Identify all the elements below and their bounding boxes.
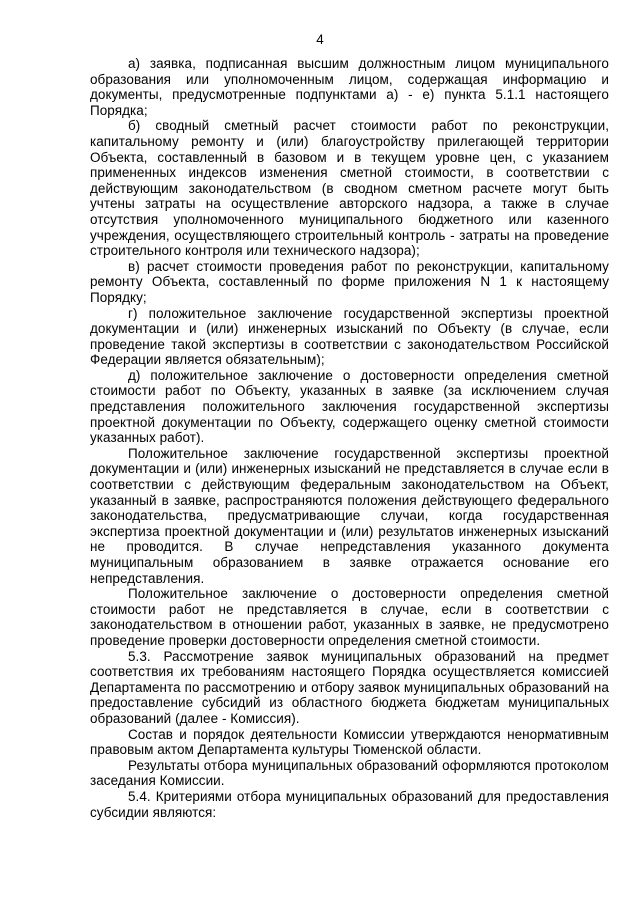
paragraph-b-cost-estimate: б) сводный сметный расчет стоимости работ по реконструкции, капитальному ремонту и (или) благоустройству прилегающей территории Объекта, составленный в базовом и в текущем уровне цен, с указанием примененных индексов изменения сметной стоимости, в соответствии с действующим законодательством (в сводном сметном расчете могут быть учтены затраты на осуществление авторского надзора, а также в случае отсутствия уполномоченного муниципального бюджетного или казенного учреждения, осуществляющего строительный контроль - затраты на проведение строительного контроля или технического надзора); xyxy=(90,118,609,259)
paragraph-v-cost-calculation: в) расчет стоимости проведения работ по реконструкции, капитальному ремонту Объекта, составленный по форме приложения N 1 к настоящему Порядку; xyxy=(90,258,609,305)
paragraph-expertise-exception: Положительное заключение государственной экспертизы проектной документации и (или) инженерных изысканий не представляется в случае если в соответствии с действующим федеральным законодательством на Объект, указанный в заявке, распространяются положения действующего федерального законодательства, предусматривающие случаи, когда государственная экспертиза проектной документации и (или) результатов инженерных изысканий не проводится. В случае непредставления указанного документа муниципальным образованием в заявке отражается основание его непредставления. xyxy=(90,445,609,586)
page-number: 4 xyxy=(316,32,324,47)
paragraph-selection-results: Результаты отбора муниципальных образований оформляются протоколом заседания Комиссии. xyxy=(90,757,609,789)
document-body xyxy=(90,56,609,820)
paragraph-commission-composition: Состав и порядок деятельности Комиссии утверждаются ненормативным правовым актом Департамента культуры Тюменской области. xyxy=(90,726,609,758)
paragraph-reliability-exception: Положительное заключение о достоверности определения сметной стоимости работ не представляется в случае, если в соответствии с законодательством в отношении работ, указанных в заявке, не предусмотрено проведение проверки достоверности определения сметной стоимости. xyxy=(90,586,609,648)
paragraph-a-application: а) заявка, подписанная высшим должностным лицом муниципального образования или уполномоченным лицом, содержащая информацию и документы, предусмотренные подпунктами а) - е) пункта 5.1.1 настоящего Порядка; xyxy=(90,56,609,118)
paragraph-d-cost-reliability: д) положительное заключение о достоверности определения сметной стоимости работ по Объекту, указанных в заявке (за исключением случая представления положительного заключения государственной экспертизы проектной документации по Объекту, содержащего оценку сметной стоимости указанных работ). xyxy=(90,367,609,446)
paragraph-5-4-criteria: 5.4. Критериями отбора муниципальных образований для предоставления субсидии являются: xyxy=(90,788,609,820)
paragraph-g-state-expertise: г) положительное заключение государственной экспертизы проектной документации и (или) инженерных изысканий по Объекту (в случае, если проведение такой экспертизы в соответствии с законодательством Российской Федерации является обязательным); xyxy=(90,305,609,368)
paragraph-5-3-review: 5.3. Рассмотрение заявок муниципальных образований на предмет соответствия их требованиям настоящего Порядка осуществляется комиссией Департамента по рассмотрению и отбору заявок муниципальных образований на предоставление субсидий из областного бюджета бюджетам муниципальных образований (далее - Комиссия). xyxy=(90,648,609,726)
